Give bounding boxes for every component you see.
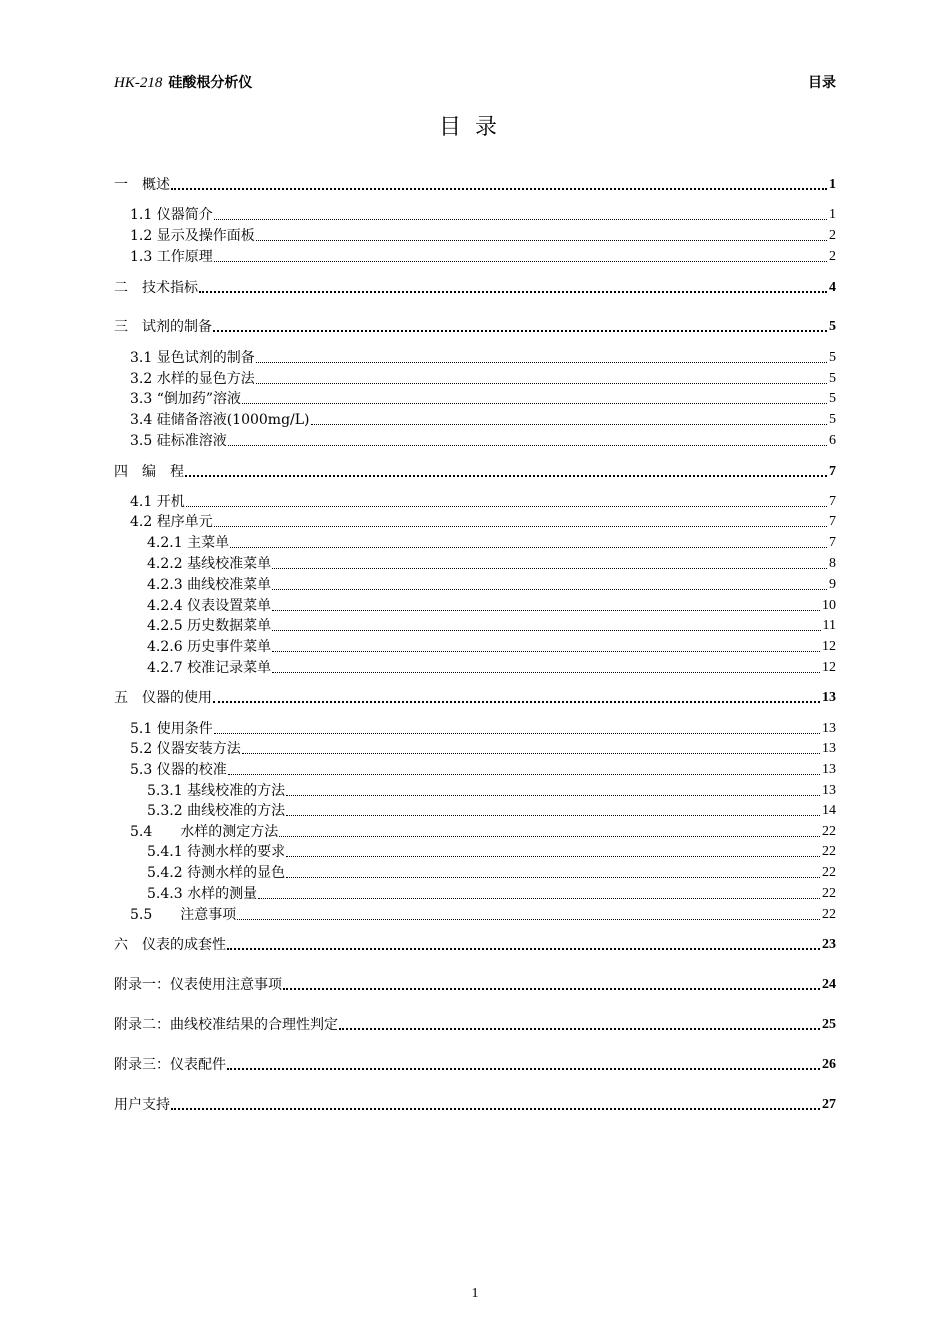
toc-dot-leader [186, 493, 829, 511]
toc-entry-label: 二 技术指标 [114, 280, 198, 296]
toc-dot-leader [242, 390, 829, 408]
toc-section-entry[interactable] [114, 513, 836, 531]
toc-entry-label: 5.2 仪器安装方法 [130, 741, 241, 757]
toc-entry-page: 11 [822, 618, 836, 633]
toc-chapter-entry[interactable] [114, 318, 836, 336]
toc-chapter-entry[interactable] [114, 279, 836, 297]
toc-dot-leader [272, 555, 829, 573]
toc-entry-page: 6 [829, 433, 836, 448]
toc-entry-page: 13 [822, 783, 836, 798]
toc-subsection-entry[interactable] [114, 576, 836, 594]
toc-entry-page: 25 [822, 1017, 836, 1032]
toc-section-entry[interactable] [114, 227, 836, 245]
toc-entry-page: 24 [822, 977, 836, 992]
toc-entry-label: 4.2.5 历史数据菜单 [147, 618, 272, 634]
toc-entry-label: 一 概述 [114, 177, 170, 193]
toc-entry-page: 5 [829, 371, 836, 386]
toc-dot-leader [256, 227, 829, 245]
toc-entry-page: 10 [822, 598, 836, 613]
toc-entry-label: 5.4.3 水样的测量 [147, 886, 258, 902]
toc-subsection-entry[interactable] [114, 617, 836, 635]
toc-entry-label: 4.2 程序单元 [130, 514, 213, 530]
toc-entry-page: 9 [829, 577, 836, 592]
toc-dot-leader [272, 597, 822, 615]
header-model: HK-218 [114, 75, 163, 91]
toc-title: 目录 [438, 115, 511, 140]
toc-subsection-entry[interactable] [114, 802, 836, 820]
toc-dot-leader [185, 463, 829, 481]
toc-dot-leader [214, 720, 822, 738]
toc-entry-label: 3.2 水样的显色方法 [130, 371, 255, 387]
toc-section-entry[interactable] [114, 370, 836, 388]
toc-dot-leader [279, 823, 822, 841]
toc-entry-page: 7 [829, 464, 836, 479]
toc-subsection-entry[interactable] [114, 638, 836, 656]
toc-entry-label: 3.4 硅储备溶液(1000mg/L) [130, 412, 310, 428]
toc-dot-leader [227, 936, 822, 954]
toc-dot-leader [214, 513, 829, 531]
toc-dot-leader [272, 617, 822, 635]
toc-dot-leader [171, 1096, 822, 1114]
toc-dot-leader [214, 248, 829, 266]
toc-subsection-entry[interactable] [114, 555, 836, 573]
toc-entry-page: 22 [822, 886, 836, 901]
toc-entry-label: 附录一：仪表使用注意事项 [114, 977, 282, 993]
toc-section-entry[interactable] [114, 248, 836, 266]
toc-entry-page: 7 [829, 514, 836, 529]
toc-entry-page: 13 [822, 721, 836, 736]
toc-dot-leader [199, 279, 829, 297]
toc-entry-page: 12 [822, 639, 836, 654]
toc-entry-label: 5.3 仪器的校准 [130, 762, 227, 778]
toc-entry-label: 5.3.1 基线校准的方法 [147, 783, 286, 799]
toc-entry-page: 8 [829, 556, 836, 571]
toc-entry-page: 5 [829, 391, 836, 406]
toc-dot-leader [227, 1056, 822, 1074]
toc-dot-leader [256, 349, 829, 367]
toc-dot-leader [228, 432, 829, 450]
toc-section-entry[interactable] [114, 206, 836, 224]
toc-entry-label: 1.1 仪器简介 [130, 207, 213, 223]
toc-entry-page: 13 [822, 741, 836, 756]
toc-entry-label: 4.2.4 仪表设置菜单 [147, 598, 272, 614]
toc-section-entry[interactable] [114, 390, 836, 408]
toc-entry-page: 14 [822, 803, 836, 818]
toc-entry-label: 5.4.1 待测水样的要求 [147, 844, 286, 860]
toc-dot-leader [283, 976, 822, 994]
toc-dot-leader [286, 802, 822, 820]
toc-entry-page: 13 [822, 690, 836, 705]
toc-entry-page: 5 [829, 412, 836, 427]
toc-entry-label: 三 试剂的制备 [114, 319, 212, 335]
page-number: 1 [471, 1286, 479, 1301]
toc-entry-label: 5.4.2 待测水样的显色 [147, 865, 286, 881]
toc-dot-leader [311, 411, 829, 429]
toc-chapter-entry[interactable] [114, 976, 836, 994]
toc-entry-label: 5.1 使用条件 [130, 721, 213, 737]
toc-entry-label: 4.2.3 曲线校准菜单 [147, 577, 272, 593]
toc-section-entry[interactable] [114, 740, 836, 758]
toc-entry-label: 4.2.6 历史事件菜单 [147, 639, 272, 655]
toc-section-entry[interactable] [114, 761, 836, 779]
toc-entry-label: 用户支持 [114, 1097, 170, 1113]
toc-dot-leader [272, 576, 829, 594]
toc-subsection-entry[interactable] [114, 597, 836, 615]
toc-section-entry[interactable] [114, 720, 836, 738]
header-section: 目录 [808, 75, 836, 91]
toc-entry-label: 附录三：仪表配件 [114, 1057, 226, 1073]
toc-entry-page: 1 [829, 177, 836, 192]
toc-subsection-entry[interactable] [114, 782, 836, 800]
toc-entry-page: 26 [822, 1057, 836, 1072]
toc-dot-leader [230, 534, 829, 552]
toc-chapter-entry[interactable] [114, 689, 836, 707]
toc-dot-leader [171, 176, 829, 194]
toc-subsection-entry[interactable] [114, 864, 836, 882]
toc-dot-leader [237, 906, 822, 924]
toc-entry-label: 5.3.2 曲线校准的方法 [147, 803, 286, 819]
toc-entry-label: 1.2 显示及操作面板 [130, 228, 255, 244]
toc-section-entry[interactable] [114, 823, 836, 841]
toc-section-entry[interactable] [114, 432, 836, 450]
toc-dot-leader [213, 318, 829, 336]
toc-subsection-entry[interactable] [114, 885, 836, 903]
toc-dot-leader [286, 843, 822, 861]
toc-dot-leader [256, 370, 829, 388]
toc-chapter-entry[interactable] [114, 463, 836, 481]
toc-dot-leader [213, 689, 822, 707]
toc-entry-label: 附录二：曲线校准结果的合理性判定 [114, 1017, 338, 1033]
toc-section-entry[interactable] [114, 906, 836, 924]
toc-dot-leader [228, 761, 822, 779]
toc-entry-page: 12 [822, 660, 836, 675]
toc-entry-page: 7 [829, 535, 836, 550]
toc-entry-label: 4.1 开机 [130, 494, 185, 510]
toc-entry-label: 4.2.7 校准记录菜单 [147, 660, 272, 676]
toc-chapter-entry[interactable] [114, 1096, 836, 1114]
toc-dot-leader [214, 206, 829, 224]
toc-section-entry[interactable] [114, 411, 836, 429]
toc-entry-page: 4 [829, 280, 836, 295]
toc-chapter-entry[interactable] [114, 1056, 836, 1074]
toc-chapter-entry[interactable] [114, 936, 836, 954]
toc-entry-label: 1.3 工作原理 [130, 249, 213, 265]
toc-entry-label: 四 编 程 [114, 464, 184, 480]
toc-entry-page: 13 [822, 762, 836, 777]
toc-section-entry[interactable] [114, 493, 836, 511]
toc-entry-label: 4.2.1 主菜单 [147, 535, 230, 551]
toc-chapter-entry[interactable] [114, 1016, 836, 1034]
toc-entry-page: 5 [829, 350, 836, 365]
toc-subsection-entry[interactable] [114, 843, 836, 861]
toc-entry-page: 27 [822, 1097, 836, 1112]
toc-entry-page: 22 [822, 844, 836, 859]
toc-entry-label: 5.5 注意事项 [130, 907, 237, 923]
toc-dot-leader [242, 740, 822, 758]
toc-section-entry[interactable] [114, 349, 836, 367]
toc-dot-leader [286, 864, 822, 882]
toc-entry-page: 22 [822, 865, 836, 880]
toc-entry-label: 5.4 水样的测定方法 [130, 824, 279, 840]
toc-entry-page: 22 [822, 907, 836, 922]
header-product-name: 硅酸根分析仪 [168, 75, 253, 91]
toc-entry-page: 1 [829, 207, 836, 222]
toc-dot-leader [272, 638, 822, 656]
toc-entry-page: 2 [829, 228, 836, 243]
toc-entry-page: 22 [822, 824, 836, 839]
toc-entry-label: 3.3 “倒加药”溶液 [130, 391, 242, 407]
toc-entry-page: 23 [822, 937, 836, 952]
toc-entry-page: 7 [829, 494, 836, 509]
toc-entry-page: 2 [829, 249, 836, 264]
toc-dot-leader [258, 885, 822, 903]
toc-entry-label: 3.5 硅标准溶液 [130, 433, 227, 449]
header-product [114, 72, 252, 92]
toc-entry-label: 五 仪器的使用 [114, 690, 212, 706]
toc-subsection-entry[interactable] [114, 534, 836, 552]
toc-entry-label: 六 仪表的成套性 [114, 937, 226, 953]
toc-entry-label: 3.1 显色试剂的制备 [130, 350, 255, 366]
toc-chapter-entry[interactable] [114, 176, 836, 194]
toc-entry-page: 5 [829, 319, 836, 334]
toc-dot-leader [339, 1016, 822, 1034]
toc-entry-label: 4.2.2 基线校准菜单 [147, 556, 272, 572]
toc-dot-leader [286, 782, 822, 800]
toc-subsection-entry[interactable] [114, 659, 836, 677]
toc-dot-leader [272, 659, 822, 677]
